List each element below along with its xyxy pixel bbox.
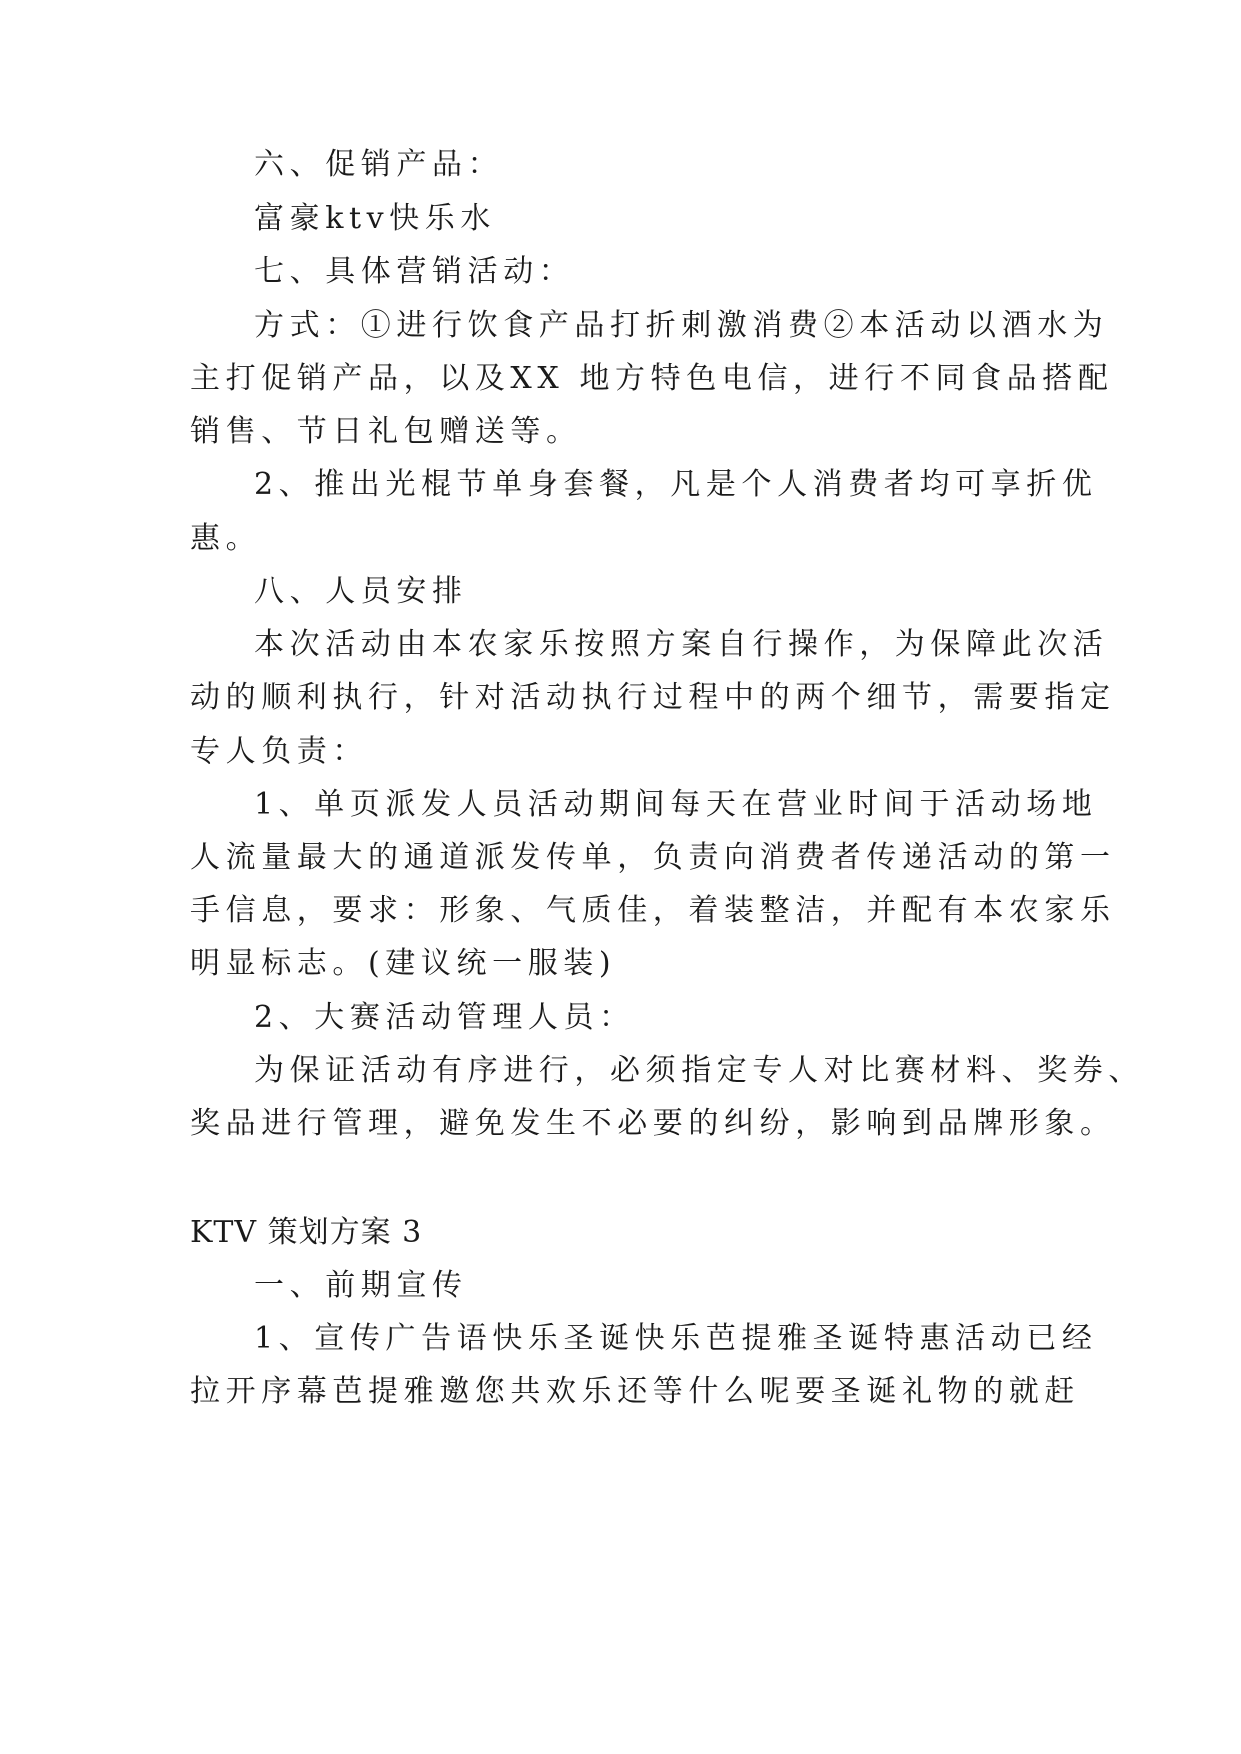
- body-text-line: 明显标志。(建议统一服装): [190, 946, 617, 981]
- body-text-line: 2、推出光棍节单身套餐，凡是个人消费者均可享折优: [254, 467, 1098, 502]
- body-text-line: 主打促销产品，以及XX 地方特色电信，进行不同食品搭配: [190, 361, 1114, 396]
- body-text-line: 方式：①进行饮食产品打折刺激消费②本活动以酒水为: [254, 308, 1109, 343]
- body-text-line: 1、宣传广告语快乐圣诞快乐芭提雅圣诞特惠活动已经: [254, 1321, 1098, 1356]
- body-text-line: 拉开序幕芭提雅邀您共欢乐还等什么呢要圣诞礼物的就赶: [190, 1374, 1080, 1409]
- section-6-heading: 六、促销产品：: [254, 147, 504, 182]
- plan-3-title: KTV 策划方案 3: [190, 1215, 423, 1250]
- section-1-heading: 一、前期宣传: [254, 1268, 468, 1303]
- body-text-line: 销售、节日礼包赠送等。: [190, 414, 582, 449]
- body-text-line: 动的顺利执行，针对活动执行过程中的两个细节，需要指定: [190, 680, 1116, 715]
- promo-product-line: 富豪ktv快乐水: [254, 201, 496, 236]
- body-text-line: 人流量最大的通道派发传单，负责向消费者传递活动的第一: [190, 840, 1116, 875]
- body-text-line: 1、单页派发人员活动期间每天在营业时间于活动场地: [254, 787, 1098, 822]
- body-text-line: 为保证活动有序进行，必须指定专人对比赛材料、奖券、: [254, 1053, 1144, 1088]
- body-text-line: 2、大赛活动管理人员：: [254, 1000, 635, 1035]
- section-7-heading: 七、具体营销活动：: [254, 254, 575, 289]
- body-text-line: 专人负责：: [190, 734, 368, 769]
- body-text-line: 惠。: [190, 521, 262, 556]
- body-text-line: 奖品进行管理，避免发生不必要的纠纷，影响到品牌形象。: [190, 1106, 1116, 1141]
- body-text-line: 手信息，要求：形象、气质佳，着装整洁，并配有本农家乐: [190, 893, 1116, 928]
- section-8-heading: 八、人员安排: [254, 574, 468, 609]
- body-text-line: 本次活动由本农家乐按照方案自行操作，为保障此次活: [254, 627, 1109, 662]
